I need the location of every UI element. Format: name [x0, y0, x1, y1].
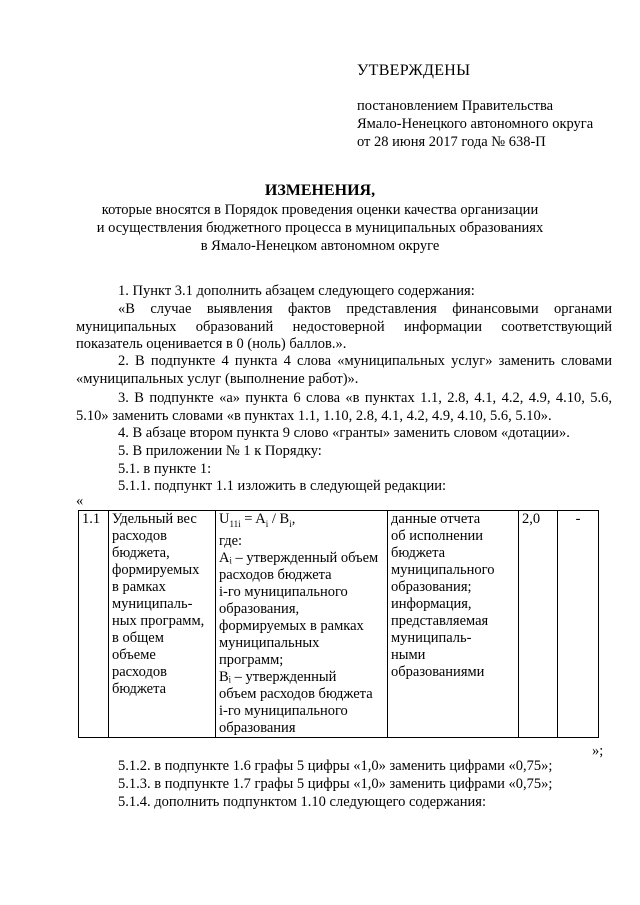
paragraph-5-1: 5.1. в пункте 1: [118, 461, 212, 477]
subtitle-line-3: в Ямало-Ненецком автономном округе [200, 238, 440, 254]
approved-heading: УТВЕРЖДЕНЫ [357, 62, 471, 79]
paragraph-4: 4. В абзаце втором пункта 9 слово «гранты» заменить словом «дотации». [118, 425, 570, 441]
cell-weight: 2,0 [519, 511, 558, 738]
paragraph-5-1-4: 5.1.4. дополнить подпунктом 1.10 следующего содержания: [118, 794, 486, 810]
paragraph-1a-line-2: муниципальных образований недостоверной информации соответствующий [76, 319, 612, 335]
decree-line-3: от 28 июня 2017 года № 638-П [357, 134, 546, 150]
cell-data-source: данные отчета об исполнении бюджета муниципального образования; информация, представляемая муниципаль- ными образованиями [388, 511, 519, 738]
paragraph-3-line-2: 5.10» заменить словами «в пунктах 1.1, 1.10, 2.8, 4.1, 4.2, 4.9, 4.10, 5.6, 5.10». [76, 408, 552, 424]
decree-line-1: постановлением Правительства [357, 98, 554, 114]
paragraph-5: 5. В приложении № 1 к Порядку: [118, 443, 322, 459]
paragraph-5-1-2: 5.1.2. в подпункте 1.6 графы 5 цифры «1,0» заменить цифрами «0,75»; [118, 758, 553, 774]
paragraph-5-1-3: 5.1.3. в подпункте 1.7 графы 5 цифры «1,0» заменить цифрами «0,75»; [118, 776, 553, 792]
open-quote: « [76, 493, 84, 509]
paragraph-2-line-1: 2. В подпункте 4 пункта 4 слова «муниципальных услуг» заменить словами [118, 353, 612, 369]
paragraph-5-1-1: 5.1.1. подпункт 1.1 изложить в следующей редакции: [118, 478, 447, 494]
subtitle-line-2: и осуществления бюджетного процесса в муниципальных образованиях [96, 220, 544, 236]
paragraph-1: 1. Пункт 3.1 дополнить абзацем следующего содержания: [118, 283, 475, 299]
cell-indicator-name: Удельный вес расходов бюджета, формируемых в рамках муниципаль- ных программ, в общем объеме расходов бюджета [109, 511, 216, 738]
cell-formula: $U_{11i} = A_i / B_i$, где: Aᵢ – утвержденный объем расходов бюджета i-го муниципального образования, формируемых в рамках муниципальных программ; Bᵢ – утвержденный объем расходов бюджета i-го муниципального образования [216, 511, 388, 738]
decree-line-2: Ямало-Ненецкого автономного округа [357, 116, 594, 132]
cell-dash: - [558, 511, 599, 738]
document-title: ИЗМЕНЕНИЯ, [264, 182, 376, 199]
amendment-table [78, 510, 599, 738]
paragraph-3-line-1: 3. В подпункте «а» пункта 6 слова «в пунктах 1.1, 2.8, 4.1, 4.2, 4.9, 4.10, 5.6, [118, 390, 612, 406]
close-quote: »; [592, 743, 604, 759]
paragraph-1a-line-3: показатель оценивается в 0 (ноль) баллов.». [76, 336, 347, 352]
paragraph-2-line-2: «муниципальных услуг (выполнение работ)». [76, 371, 359, 387]
paragraph-1a-line-1: «В случае выявления фактов представления финансовыми органами [118, 301, 612, 317]
formula: $U_{11i} = A_i / B_i$, [219, 511, 296, 529]
subtitle-line-1: которые вносятся в Порядок проведения оценки качества организации [101, 202, 539, 218]
cell-number: 1.1 [79, 511, 109, 738]
table-row [79, 511, 599, 738]
